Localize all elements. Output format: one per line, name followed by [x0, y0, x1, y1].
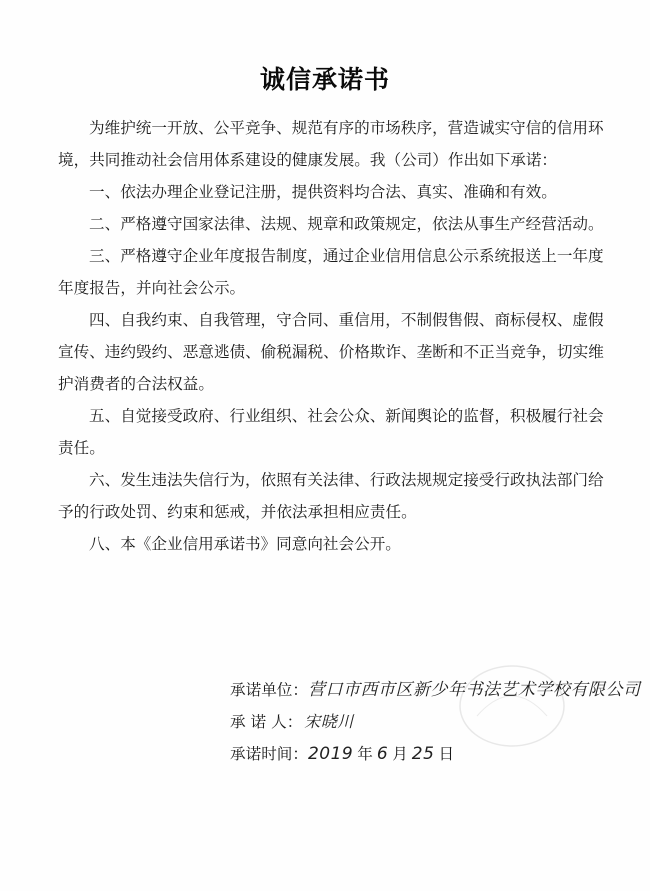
- date-month-unit: 月: [392, 745, 408, 763]
- paragraph-intro: 为维护统一开放、公平竞争、规范有序的市场秩序，营造诚实守信的信用环境，共同推动社会信用体系建设的健康发展。我（公司）作出如下承诺：: [58, 119, 604, 169]
- person-label: 承 诺 人：: [230, 713, 303, 731]
- date-year-unit: 年: [357, 745, 373, 763]
- paragraph-item-5: 五、自觉接受政府、行业组织、社会公众、新闻舆论的监督，积极履行社会责任。: [58, 407, 604, 457]
- signature-date-row: [230, 738, 640, 770]
- date-year-handwritten: 2019: [307, 744, 354, 764]
- paragraph-item-8: 八、本《企业信用承诺书》同意向社会公开。: [89, 535, 401, 553]
- date-month-handwritten: 6: [376, 744, 389, 764]
- date-label: 承诺时间：: [230, 745, 308, 763]
- paragraph-item-6: 六、发生违法失信行为，依照有关法律、行政法规规定接受行政执法部门给予的行政处罚、约束和惩戒，并依法承担相应责任。: [58, 471, 604, 521]
- paragraph-item-1: 一、依法办理企业登记注册，提供资料均合法、真实、准确和有效。: [89, 183, 557, 201]
- signature-block: [230, 674, 640, 770]
- paragraph-item-4: 四、自我约束、自我管理，守合同、重信用，不制假售假、商标侵权、虚假宣传、违约毁约、恶意逃债、偷税漏税、价格欺诈、垄断和不正当竞争，切实维护消费者的合法权益。: [58, 311, 604, 393]
- date-day-handwritten: 25: [411, 744, 435, 764]
- paragraph-item-2: 二、严格遵守国家法律、法规、规章和政策规定，依法从事生产经营活动。: [89, 215, 604, 233]
- unit-label: 承诺单位：: [230, 681, 308, 699]
- paragraph-item-3: 三、严格遵守企业年度报告制度，通过企业信用信息公示系统报送上一年度年度报告，并向社会公示。: [58, 247, 604, 297]
- date-day-unit: 日: [438, 745, 455, 763]
- document-body: [58, 112, 606, 560]
- person-handwritten-signature: 宋晓川: [304, 712, 354, 731]
- document-title: 诚信承诺书: [259, 65, 390, 94]
- signature-unit-row: [230, 674, 640, 706]
- signature-person-row: [230, 706, 640, 738]
- unit-handwritten-value: 营口市西市区新少年书法艺术学校有限公司: [307, 680, 641, 700]
